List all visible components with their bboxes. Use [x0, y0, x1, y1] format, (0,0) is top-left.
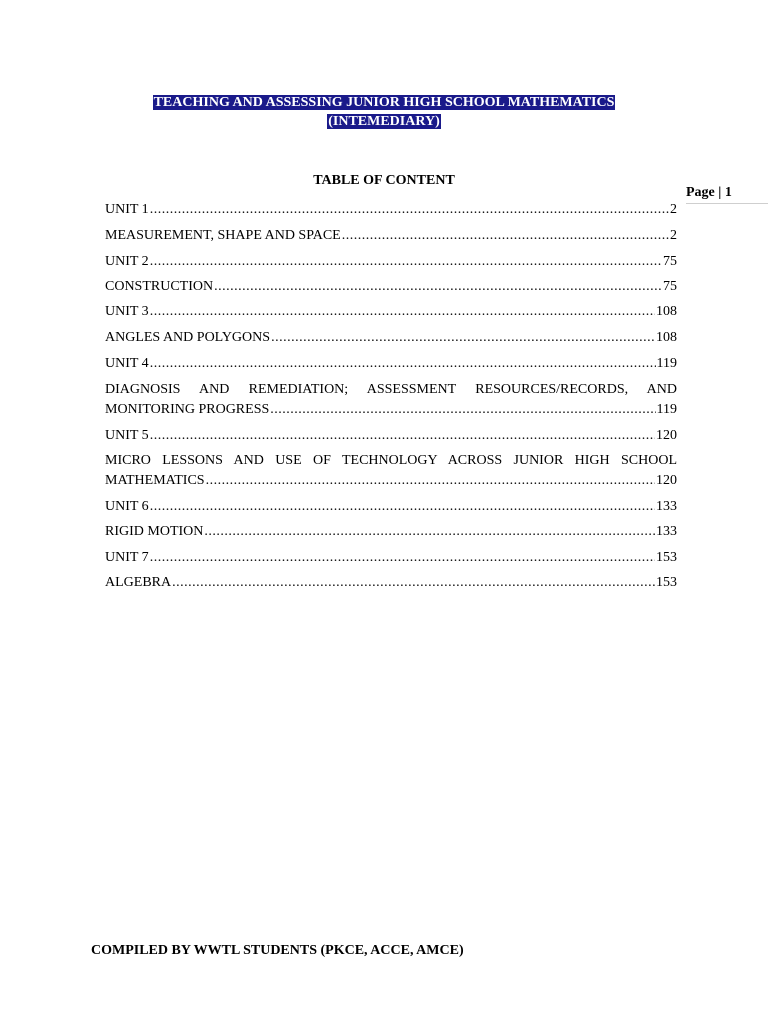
toc-leader-dots — [270, 400, 655, 420]
toc-entry-unit-2[interactable] — [105, 252, 677, 272]
toc-page-number: 120 — [656, 473, 677, 488]
toc-entry-unit-3[interactable] — [105, 302, 677, 322]
toc-entry-text: UNIT 6 — [105, 499, 149, 514]
document-title-line1 — [0, 93, 768, 112]
footer-compiled-by: COMPILED BY WWTL STUDENTS (PKCE, ACCE, AMCE) — [91, 943, 464, 958]
toc-entry-micro-lessons[interactable] — [105, 451, 677, 491]
toc-page-number: 2 — [670, 228, 677, 243]
toc-leader-dots — [206, 471, 655, 491]
toc-leader-dots — [204, 522, 655, 542]
toc-entry-unit-7[interactable] — [105, 548, 677, 568]
toc-page-number: 108 — [656, 330, 677, 345]
toc-entry-text: UNIT 2 — [105, 254, 149, 269]
toc-entry-rigid-motion[interactable] — [105, 522, 677, 542]
toc-entry-text: ANGLES AND POLYGONS — [105, 330, 271, 345]
toc-page-number: 153 — [656, 550, 677, 565]
toc-page-number: 133 — [656, 499, 677, 514]
toc-entry-text-line1: MICRO LESSONS AND USE OF TECHNOLOGY ACROSS JUNIOR HIGH SCHOOL — [105, 453, 677, 468]
toc-entry-construction[interactable] — [105, 277, 677, 297]
toc-entry-unit-1[interactable] — [105, 200, 677, 220]
toc-entry-line2 — [105, 400, 677, 420]
toc-entry-text-line2: MATHEMATICS — [105, 473, 205, 488]
toc-page-number: 119 — [656, 356, 677, 371]
toc-page-number: 75 — [663, 279, 677, 294]
toc-entry-unit-5[interactable] — [105, 426, 677, 446]
toc-entry-text: UNIT 3 — [105, 304, 149, 319]
toc-page-number: 2 — [670, 202, 677, 217]
toc-entry-text: ALGEBRA — [105, 575, 172, 590]
toc-page-number: 153 — [656, 575, 677, 590]
toc-heading: TABLE OF CONTENT — [313, 173, 455, 188]
toc-leader-dots — [271, 328, 655, 348]
toc-leader-dots — [214, 277, 662, 297]
toc-entry-unit-4[interactable] — [105, 354, 677, 374]
toc-page-number: 108 — [656, 304, 677, 319]
page-number-label: Page | 1 — [686, 183, 768, 204]
toc-entry-text-line1: DIAGNOSIS AND REMEDIATION; ASSESSMENT RESOURCES/RECORDS, AND — [105, 382, 677, 397]
toc-page-number: 75 — [663, 254, 677, 269]
toc-leader-dots — [150, 548, 655, 568]
toc-leader-dots — [342, 226, 669, 246]
toc-entry-text: UNIT 5 — [105, 428, 149, 443]
toc-entry-unit-6[interactable] — [105, 497, 677, 517]
toc-leader-dots — [172, 573, 655, 593]
toc-entry-angles-polygons[interactable] — [105, 328, 677, 348]
toc-entry-text: UNIT 4 — [105, 356, 149, 371]
toc-entry-text: UNIT 1 — [105, 202, 149, 217]
toc-leader-dots — [150, 354, 656, 374]
toc-entry-text: RIGID MOTION — [105, 524, 204, 539]
toc-entry-text: MEASUREMENT, SHAPE AND SPACE — [105, 228, 341, 243]
toc-leader-dots — [150, 252, 662, 272]
toc-entry-text: UNIT 7 — [105, 550, 149, 565]
toc-leader-dots — [150, 302, 655, 322]
toc-leader-dots — [150, 497, 655, 517]
toc-entry-text-line2: MONITORING PROGRESS — [105, 402, 270, 417]
toc-leader-dots — [150, 426, 655, 446]
document-subtitle-text: (INTEMEDIARY) — [328, 114, 440, 129]
toc-entry-line2 — [105, 471, 677, 491]
toc-leader-dots — [150, 200, 669, 220]
toc-page-number: 120 — [656, 428, 677, 443]
document-subtitle-line — [0, 112, 768, 131]
toc-entry-measurement[interactable] — [105, 226, 677, 246]
toc-entry-diagnosis[interactable] — [105, 380, 677, 420]
document-title-text: TEACHING AND ASSESSING JUNIOR HIGH SCHOOL MATHEMATICS — [153, 95, 615, 110]
toc-page-number: 133 — [656, 524, 677, 539]
toc-entry-text: CONSTRUCTION — [105, 279, 214, 294]
toc-entry-algebra[interactable] — [105, 573, 677, 593]
toc-page-number: 119 — [656, 402, 677, 417]
